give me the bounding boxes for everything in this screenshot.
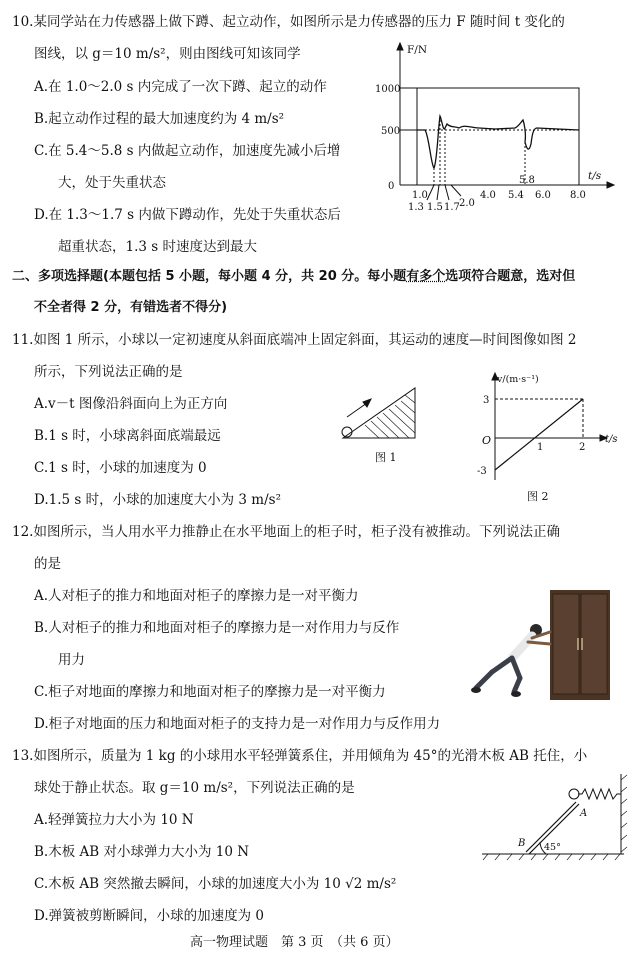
q10-x-axis-arrow [607, 182, 614, 188]
q11-ytick-neg3: -3 [477, 466, 487, 477]
q12-option-c: C.柜子对地面的摩擦力和地面对柜子的摩擦力是一对平衡力 [34, 684, 386, 700]
section2-header-line2: 不全者得 2 分，有错选者不得分) [34, 300, 228, 315]
q10-force-time-graph [375, 40, 630, 218]
q10-option-c-line2: 大，处于失重状态 [58, 175, 166, 191]
q10-xtick-1.7: 1.7 [444, 202, 460, 213]
q10-xtick-1.3: 1.3 [408, 202, 424, 213]
person-shoe-back [471, 687, 481, 693]
q10-option-d-line2: 超重状态，1.3 s 时速度达到最大 [58, 239, 257, 255]
ball [569, 789, 579, 799]
section2-header-line1 [12, 268, 575, 286]
q10-leader-1.3 [427, 185, 434, 200]
q11-option-a: A.v－t 图像沿斜面向上为正方向 [34, 396, 228, 412]
q13-stem-line2: 球处于静止状态。取 g＝10 m/s²，下列说法正确的是 [34, 780, 355, 796]
q10-xtick-8.0: 8.0 [570, 190, 586, 201]
q10-ylabel: F/N [407, 44, 428, 56]
person-leg-back [492, 658, 512, 672]
q10-option-c-line1: C.在 5.4～5.8 s 内做起立动作，加速度先减小后增 [34, 143, 341, 159]
q10-xtick-5.8: 5.8 [519, 175, 535, 186]
q13-label-b: B [518, 838, 526, 849]
person [471, 624, 550, 697]
q12-option-d: D.柜子对地面的压力和地面对柜子的支持力是一对作用力与反作用力 [34, 716, 441, 732]
q13-stem-line1: 13.如图所示，质量为 1 kg 的小球用水平轻弹簧系住，并用倾角为 45°的光滑木板 AB 托住，小 [12, 748, 588, 764]
q13-option-b: B.木板 AB 对小球弹力大小为 10 N [34, 844, 250, 860]
person-arm-2 [528, 642, 550, 644]
q11-option-b: B.1 s 时，小球离斜面底端最远 [34, 428, 221, 444]
q10-xlabel: t/s [588, 170, 602, 182]
q13-figure-spring-ball-board [478, 772, 630, 862]
q11-stem-line1: 11.如图 1 所示，小球以一定初速度从斜面底端冲上固定斜面，其运动的速度—时间图像如图 2 [12, 332, 577, 348]
cabinet-door-right [581, 594, 607, 694]
velocity-arrowhead [363, 399, 371, 407]
q10-xtick-6.0: 6.0 [535, 190, 551, 201]
q10-frame-box [417, 88, 579, 185]
q11-option-c: C.1 s 时，小球的加速度为 0 [34, 460, 207, 476]
q10-option-d-line1: D.在 1.3～1.7 s 内做下蹲动作，先处于失重状态后 [34, 207, 341, 223]
q11-xtick-1: 1 [537, 442, 544, 453]
spring [578, 789, 621, 799]
q12-option-b-line2: 用力 [58, 652, 85, 668]
q11-vlabel: v/(m·s⁻¹) [497, 374, 539, 385]
q11-figure1-incline [335, 383, 445, 473]
q12-option-a: A.人对柜子的推力和地面对柜子的摩擦力是一对平衡力 [34, 588, 359, 604]
q11-option-d: D.1.5 s 时，小球的加速度大小为 3 m/s² [34, 492, 281, 508]
q10-force-curve [417, 116, 579, 168]
q11-figure2-vt-graph [465, 368, 625, 508]
q13-label-a: A [580, 808, 588, 819]
q13-option-c: C.木板 AB 突然撤去瞬间，小球的加速度大小为 10 √2 m/s² [34, 876, 397, 892]
section2-header-emphasis: 有多个 [406, 269, 446, 284]
section2-header-part3: 选项符合题意，选对但 [445, 269, 576, 284]
q10-option-b: B.起立动作过程的最大加速度约为 4 m/s² [34, 111, 285, 127]
page-footer: 高一物理试题 第 3 页 （共 6 页） [190, 935, 399, 950]
q13-option-d: D.弹簧被剪断瞬间，小球的加速度为 0 [34, 908, 265, 924]
q10-xtick-4.0: 4.0 [480, 190, 496, 201]
q11-velocity-line [495, 399, 586, 470]
person-shoe-front [511, 691, 521, 697]
q10-xtick-2.0: 2.0 [459, 198, 475, 209]
q12-stem-line1: 12.如图所示，当人用水平力推静止在水平地面上的柜子时，柜子没有被推动。下列说法正确 [12, 524, 560, 540]
q10-origin: 0 [388, 181, 395, 192]
q12-stem-line2: 的是 [34, 556, 61, 572]
ground-hatch [483, 854, 620, 860]
q11-ytick-3: 3 [483, 395, 490, 406]
q12-photo-person-pushing-cabinet [470, 588, 630, 706]
q11-tlabel: t/s [605, 434, 618, 445]
velocity-arrow [347, 403, 367, 417]
q13-option-a: A.轻弹簧拉力大小为 10 N [34, 812, 194, 828]
section2-header-part1: 二、多项选择题(本题包括 5 小题，每小题 4 分，共 20 分。每小题 [12, 269, 407, 284]
q10-ytick-500: 500 [381, 126, 401, 137]
q10-stem-line1: 10.某同学站在力传感器上做下蹲、起立动作，如图所示是力传感器的压力 F 随时间 t 变化的 [12, 14, 565, 30]
q11-origin: O [482, 434, 492, 447]
q10-xtick-5.4: 5.4 [508, 190, 524, 201]
q12-option-b-line1: B.人对柜子的推力和地面对柜子的摩擦力是一对作用力与反作 [34, 620, 400, 636]
wall-hatch [621, 775, 627, 852]
q13-angle-label: 45° [544, 842, 561, 853]
q10-option-a: A.在 1.0～2.0 s 内完成了一次下蹲、起立的动作 [34, 79, 327, 95]
q10-stem-line2: 图线，以 g＝10 m/s²，则由图线可知该同学 [34, 46, 301, 62]
q10-y-axis-arrow [397, 43, 403, 50]
q10-xtick-1.0: 1.0 [412, 190, 428, 201]
q11-fig1-caption: 图 1 [375, 451, 397, 464]
q11-stem-line2: 所示，下列说法正确的是 [34, 364, 183, 380]
q10-leader-1.7 [445, 185, 449, 200]
person-torso [512, 636, 532, 658]
cabinet-door-left [553, 594, 579, 694]
q11-xtick-2: 2 [579, 442, 586, 453]
q11-fig2-caption: 图 2 [527, 490, 549, 503]
q10-leader-1.5 [437, 185, 439, 200]
person-leg-front [512, 658, 520, 678]
q10-xtick-1.5: 1.5 [427, 202, 443, 213]
q10-leader-2.0 [451, 185, 461, 196]
q10-ytick-1000: 1000 [375, 84, 401, 95]
